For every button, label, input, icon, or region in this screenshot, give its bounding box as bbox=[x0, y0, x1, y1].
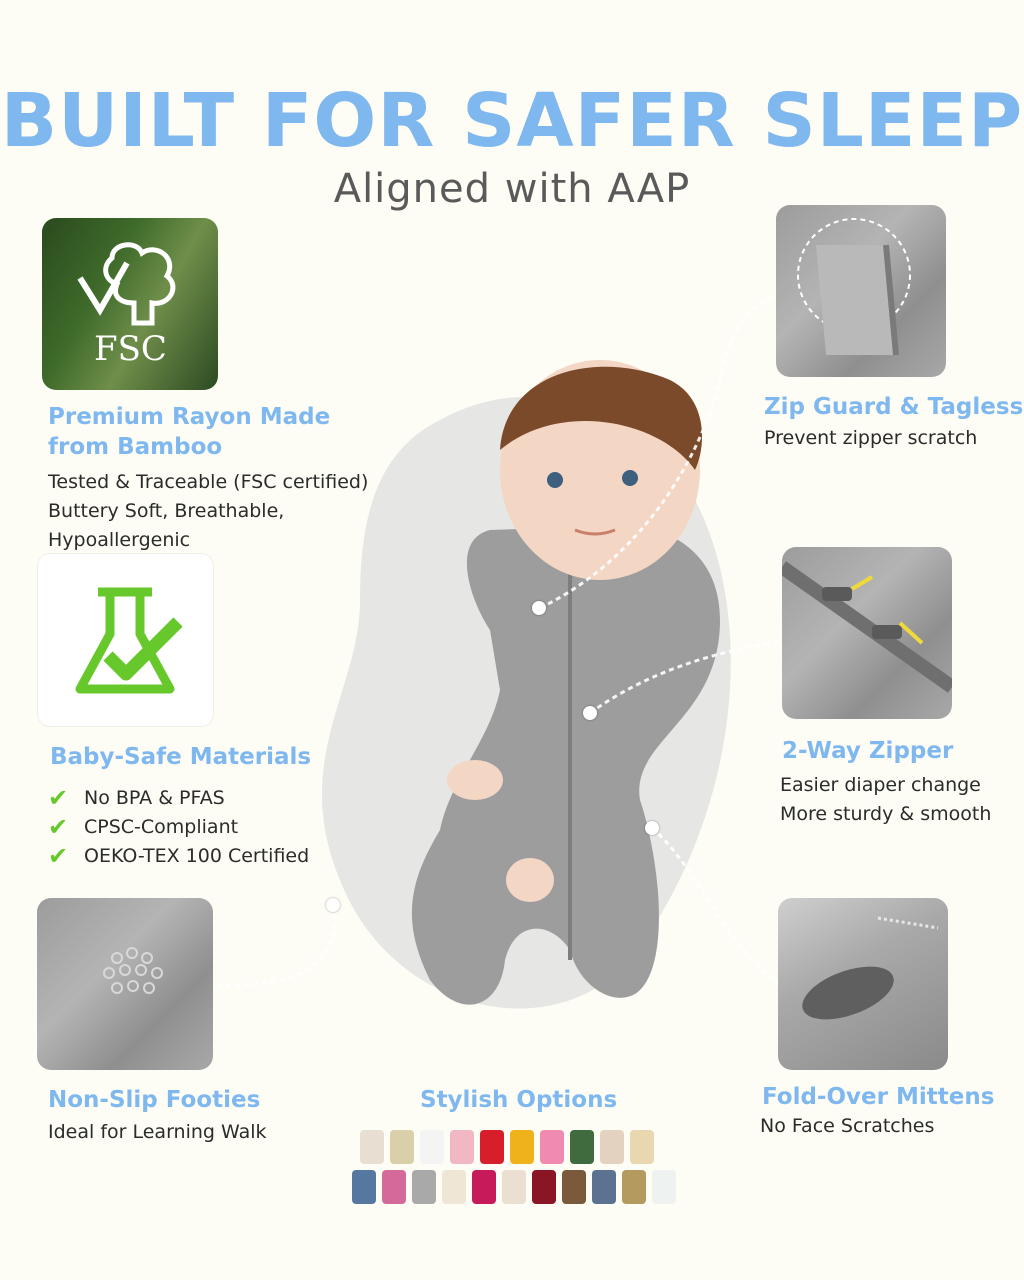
rayon-title bbox=[48, 402, 348, 462]
materials-checklist bbox=[48, 784, 348, 871]
fsc-logo-icon bbox=[42, 218, 218, 390]
mitten-icon bbox=[778, 898, 948, 1070]
zipguard-title: Zip Guard & Tagless bbox=[764, 394, 1024, 420]
connector-zipguard bbox=[540, 292, 790, 608]
mittens-title: Fold-Over Mittens bbox=[762, 1084, 995, 1110]
check-item bbox=[48, 842, 348, 871]
hotspot-zipper bbox=[583, 706, 597, 720]
rayon-line-2: Buttery Soft, Breathable, Hypoallergenic bbox=[48, 500, 285, 551]
footies-photo bbox=[37, 898, 213, 1070]
color-swatch[interactable] bbox=[472, 1170, 496, 1204]
zipper-line-1: Easier diaper change bbox=[780, 774, 981, 796]
color-swatch[interactable] bbox=[382, 1170, 406, 1204]
page-subtitle: Aligned with AAP bbox=[333, 166, 691, 212]
check-item-label: No BPA & PFAS bbox=[84, 787, 225, 809]
rayon-line-1: Tested & Traceable (FSC certified) bbox=[48, 471, 369, 493]
checkmark-icon: ✔ bbox=[48, 784, 69, 812]
color-swatch[interactable] bbox=[510, 1130, 534, 1164]
fsc-photo bbox=[42, 218, 218, 390]
connector-zipper bbox=[590, 640, 790, 713]
check-item-label: OEKO-TEX 100 Certified bbox=[84, 845, 310, 867]
zipper-description bbox=[780, 771, 1020, 829]
rayon-title-line2: from Bamboo bbox=[48, 434, 223, 460]
mittens-photo bbox=[778, 898, 948, 1070]
fsc-logo-text: FSC bbox=[94, 329, 167, 369]
zipper-arrows-icon bbox=[782, 547, 952, 719]
color-swatch[interactable] bbox=[600, 1130, 624, 1164]
color-swatch[interactable] bbox=[630, 1130, 654, 1164]
swatch-row bbox=[360, 1130, 680, 1164]
check-item bbox=[48, 813, 348, 842]
footies-title: Non-Slip Footies bbox=[48, 1087, 261, 1113]
color-swatch[interactable] bbox=[450, 1130, 474, 1164]
check-item-label: CPSC-Compliant bbox=[84, 816, 239, 838]
color-swatch[interactable] bbox=[652, 1170, 676, 1204]
options-title: Stylish Options bbox=[420, 1087, 618, 1113]
page-title: BUILT FOR SAFER SLEEP bbox=[0, 78, 1024, 164]
checkmark-icon: ✔ bbox=[48, 813, 69, 841]
check-item bbox=[48, 784, 348, 813]
color-swatch[interactable] bbox=[562, 1170, 586, 1204]
color-swatch[interactable] bbox=[390, 1130, 414, 1164]
zipguard-line-1: Prevent zipper scratch bbox=[764, 427, 978, 449]
color-swatch[interactable] bbox=[412, 1170, 436, 1204]
zipper-photo bbox=[782, 547, 952, 719]
hotspot-zipguard bbox=[532, 601, 546, 615]
flask-card bbox=[38, 554, 213, 726]
color-swatch[interactable] bbox=[502, 1170, 526, 1204]
color-swatch[interactable] bbox=[592, 1170, 616, 1204]
footies-line-1: Ideal for Learning Walk bbox=[48, 1121, 267, 1143]
flask-check-icon bbox=[38, 554, 213, 726]
color-swatch[interactable] bbox=[532, 1170, 556, 1204]
color-swatch[interactable] bbox=[570, 1130, 594, 1164]
color-swatch[interactable] bbox=[540, 1130, 564, 1164]
rayon-title-line1: Premium Rayon Made bbox=[48, 404, 331, 430]
color-swatch[interactable] bbox=[622, 1170, 646, 1204]
color-swatch[interactable] bbox=[352, 1170, 376, 1204]
checkmark-icon: ✔ bbox=[48, 842, 69, 870]
materials-title: Baby-Safe Materials bbox=[50, 744, 312, 770]
rayon-description bbox=[48, 468, 428, 555]
zip-guard-icon bbox=[776, 205, 946, 377]
hotspot-footies bbox=[326, 898, 340, 912]
zipper-title: 2-Way Zipper bbox=[782, 738, 954, 764]
color-swatch[interactable] bbox=[420, 1130, 444, 1164]
grip-dots-icon bbox=[37, 898, 213, 1070]
color-swatch[interactable] bbox=[442, 1170, 466, 1204]
mittens-line-1: No Face Scratches bbox=[760, 1115, 935, 1137]
hotspot-mittens bbox=[645, 821, 659, 835]
zipper-line-2: More sturdy & smooth bbox=[780, 803, 992, 825]
zipguard-photo bbox=[776, 205, 946, 377]
color-swatch[interactable] bbox=[480, 1130, 504, 1164]
connector-mittens bbox=[652, 828, 780, 985]
connector-footies bbox=[210, 905, 335, 985]
swatch-row bbox=[352, 1170, 682, 1204]
color-swatch[interactable] bbox=[360, 1130, 384, 1164]
